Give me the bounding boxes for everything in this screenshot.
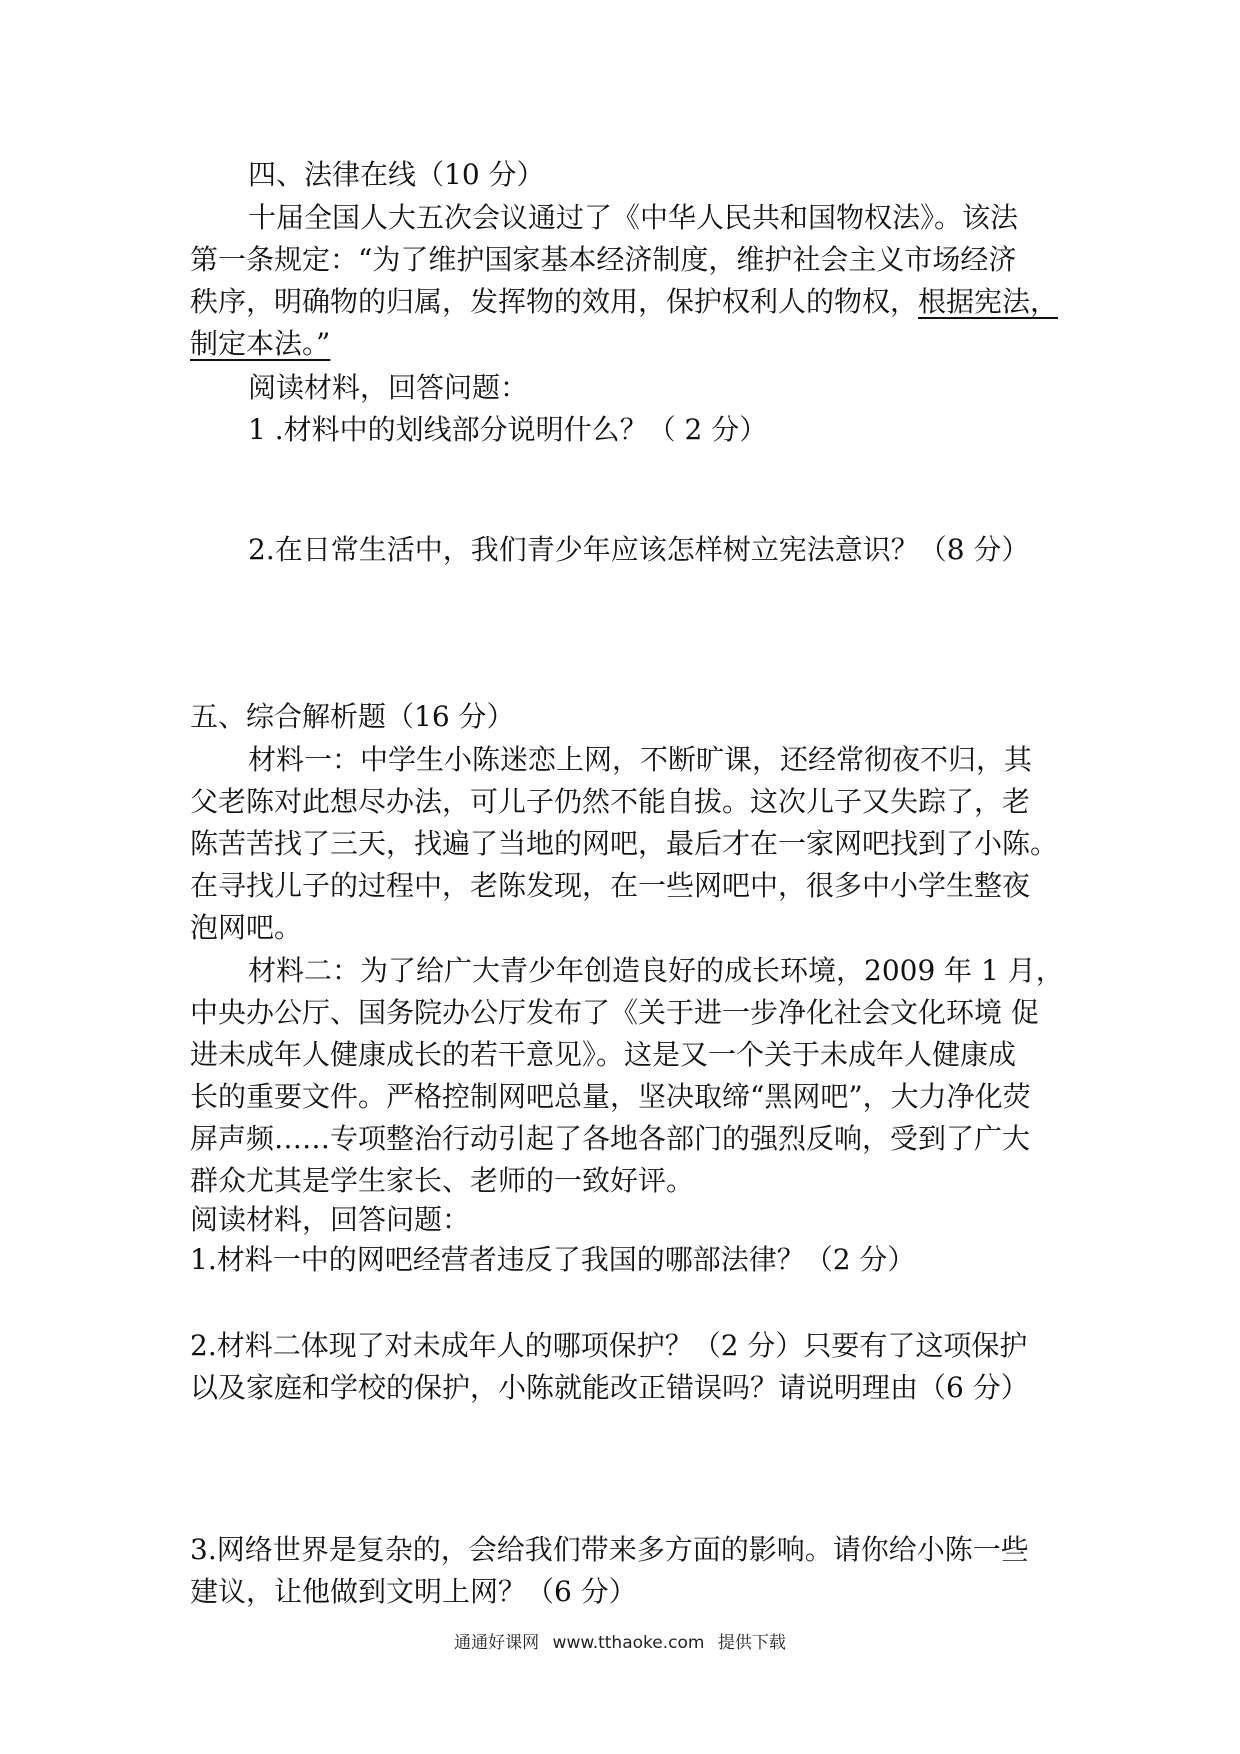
material2-line-5: 屏声频……专项整治行动引起了各地各部门的强烈反响，受到了广大 — [190, 1122, 1031, 1155]
page-footer — [0, 1631, 1240, 1655]
section4-paragraph-line-4 — [190, 324, 330, 364]
section5-question-3-line-2: 建议，让他做到文明上网？（6 分） — [190, 1575, 637, 1608]
material1-line-5: 泡网吧。 — [190, 911, 303, 944]
material2-line-6: 群众尤其是学生家长、老师的一致好评。 — [190, 1164, 695, 1197]
section4-paragraph-line-2: 第一条规定：“为了维护国家基本经济制度，维护社会主义市场经济 — [190, 243, 1017, 276]
underlined-phrase-end: 制定本法。” — [190, 327, 331, 360]
section4-paragraph-line-3 — [190, 282, 1058, 322]
section4-question-2: 2.在日常生活中，我们青少年应该怎样树立宪法意识？（8 分） — [248, 533, 1030, 566]
footer-site-name: 通通好课网 — [454, 1633, 540, 1653]
material2-line-3: 进未成年人健康成长的若干意见》。这是又一个关于未成年人健康成 — [190, 1038, 1017, 1071]
section4-paragraph-line-1: 十届全国人大五次会议通过了《中华人民共和国物权法》。该法 — [248, 201, 1019, 234]
material1-line-3: 陈苦苦找了三天，找遍了当地的网吧，最后才在一家网吧找到了小陈。 — [190, 827, 1059, 860]
section4-title: 四、法律在线（10 分） — [248, 158, 545, 191]
material2-line-1: 材料二：为了给广大青少年创造良好的成长环境，2009 年 1 月， — [248, 954, 1064, 987]
section5-instruction: 阅读材料，回答问题： — [190, 1203, 471, 1236]
section5-question-3-line-1: 3.网络世界是复杂的，会给我们带来多方面的影响。请你给小陈一些 — [190, 1533, 1029, 1566]
material2-line-4: 长的重要文件。严格控制网吧总量，坚决取缔“黑网吧”，大力净化荧 — [190, 1080, 1031, 1113]
material1-line-4: 在寻找儿子的过程中，老陈发现，在一些网吧中，很多中小学生整夜 — [190, 869, 1031, 902]
material2-line-2: 中央办公厅、国务院办公厅发布了《关于进一步净化社会文化环境 促 — [190, 996, 1039, 1029]
section5-question-2-line-2: 以及家庭和学校的保护，小陈就能改正错误吗？请说明理由（6 分） — [190, 1371, 1029, 1404]
material1-line-1: 材料一：中学生小陈迷恋上网，不断旷课，还经常彻夜不归，其 — [248, 743, 1033, 776]
material1-line-2: 父老陈对此想尽办法，可儿子仍然不能自拔。这次儿子又失踪了，老 — [190, 785, 1031, 818]
section4-question-1: 1 .材料中的划线部分说明什么？（ 2 分） — [248, 413, 768, 446]
section5-title: 五、综合解析题（16 分） — [190, 700, 515, 733]
section5-question-1: 1.材料一中的网吧经营者违反了我国的哪部法律？（2 分） — [190, 1243, 916, 1276]
footer-url[interactable]: www.tthaoke.com — [552, 1633, 705, 1653]
footer-suffix: 提供下载 — [717, 1633, 786, 1653]
section4-paragraph-line-3-text: 秩序，明确物的归属，发挥物的效用，保护权利人的物权， — [190, 285, 919, 318]
underlined-phrase: 根据宪法， — [918, 285, 1059, 318]
section5-question-2-line-1: 2.材料二体现了对未成年人的哪项保护？（2 分）只要有了这项保护 — [190, 1329, 1028, 1362]
section4-instruction: 阅读材料，回答问题： — [248, 371, 529, 404]
